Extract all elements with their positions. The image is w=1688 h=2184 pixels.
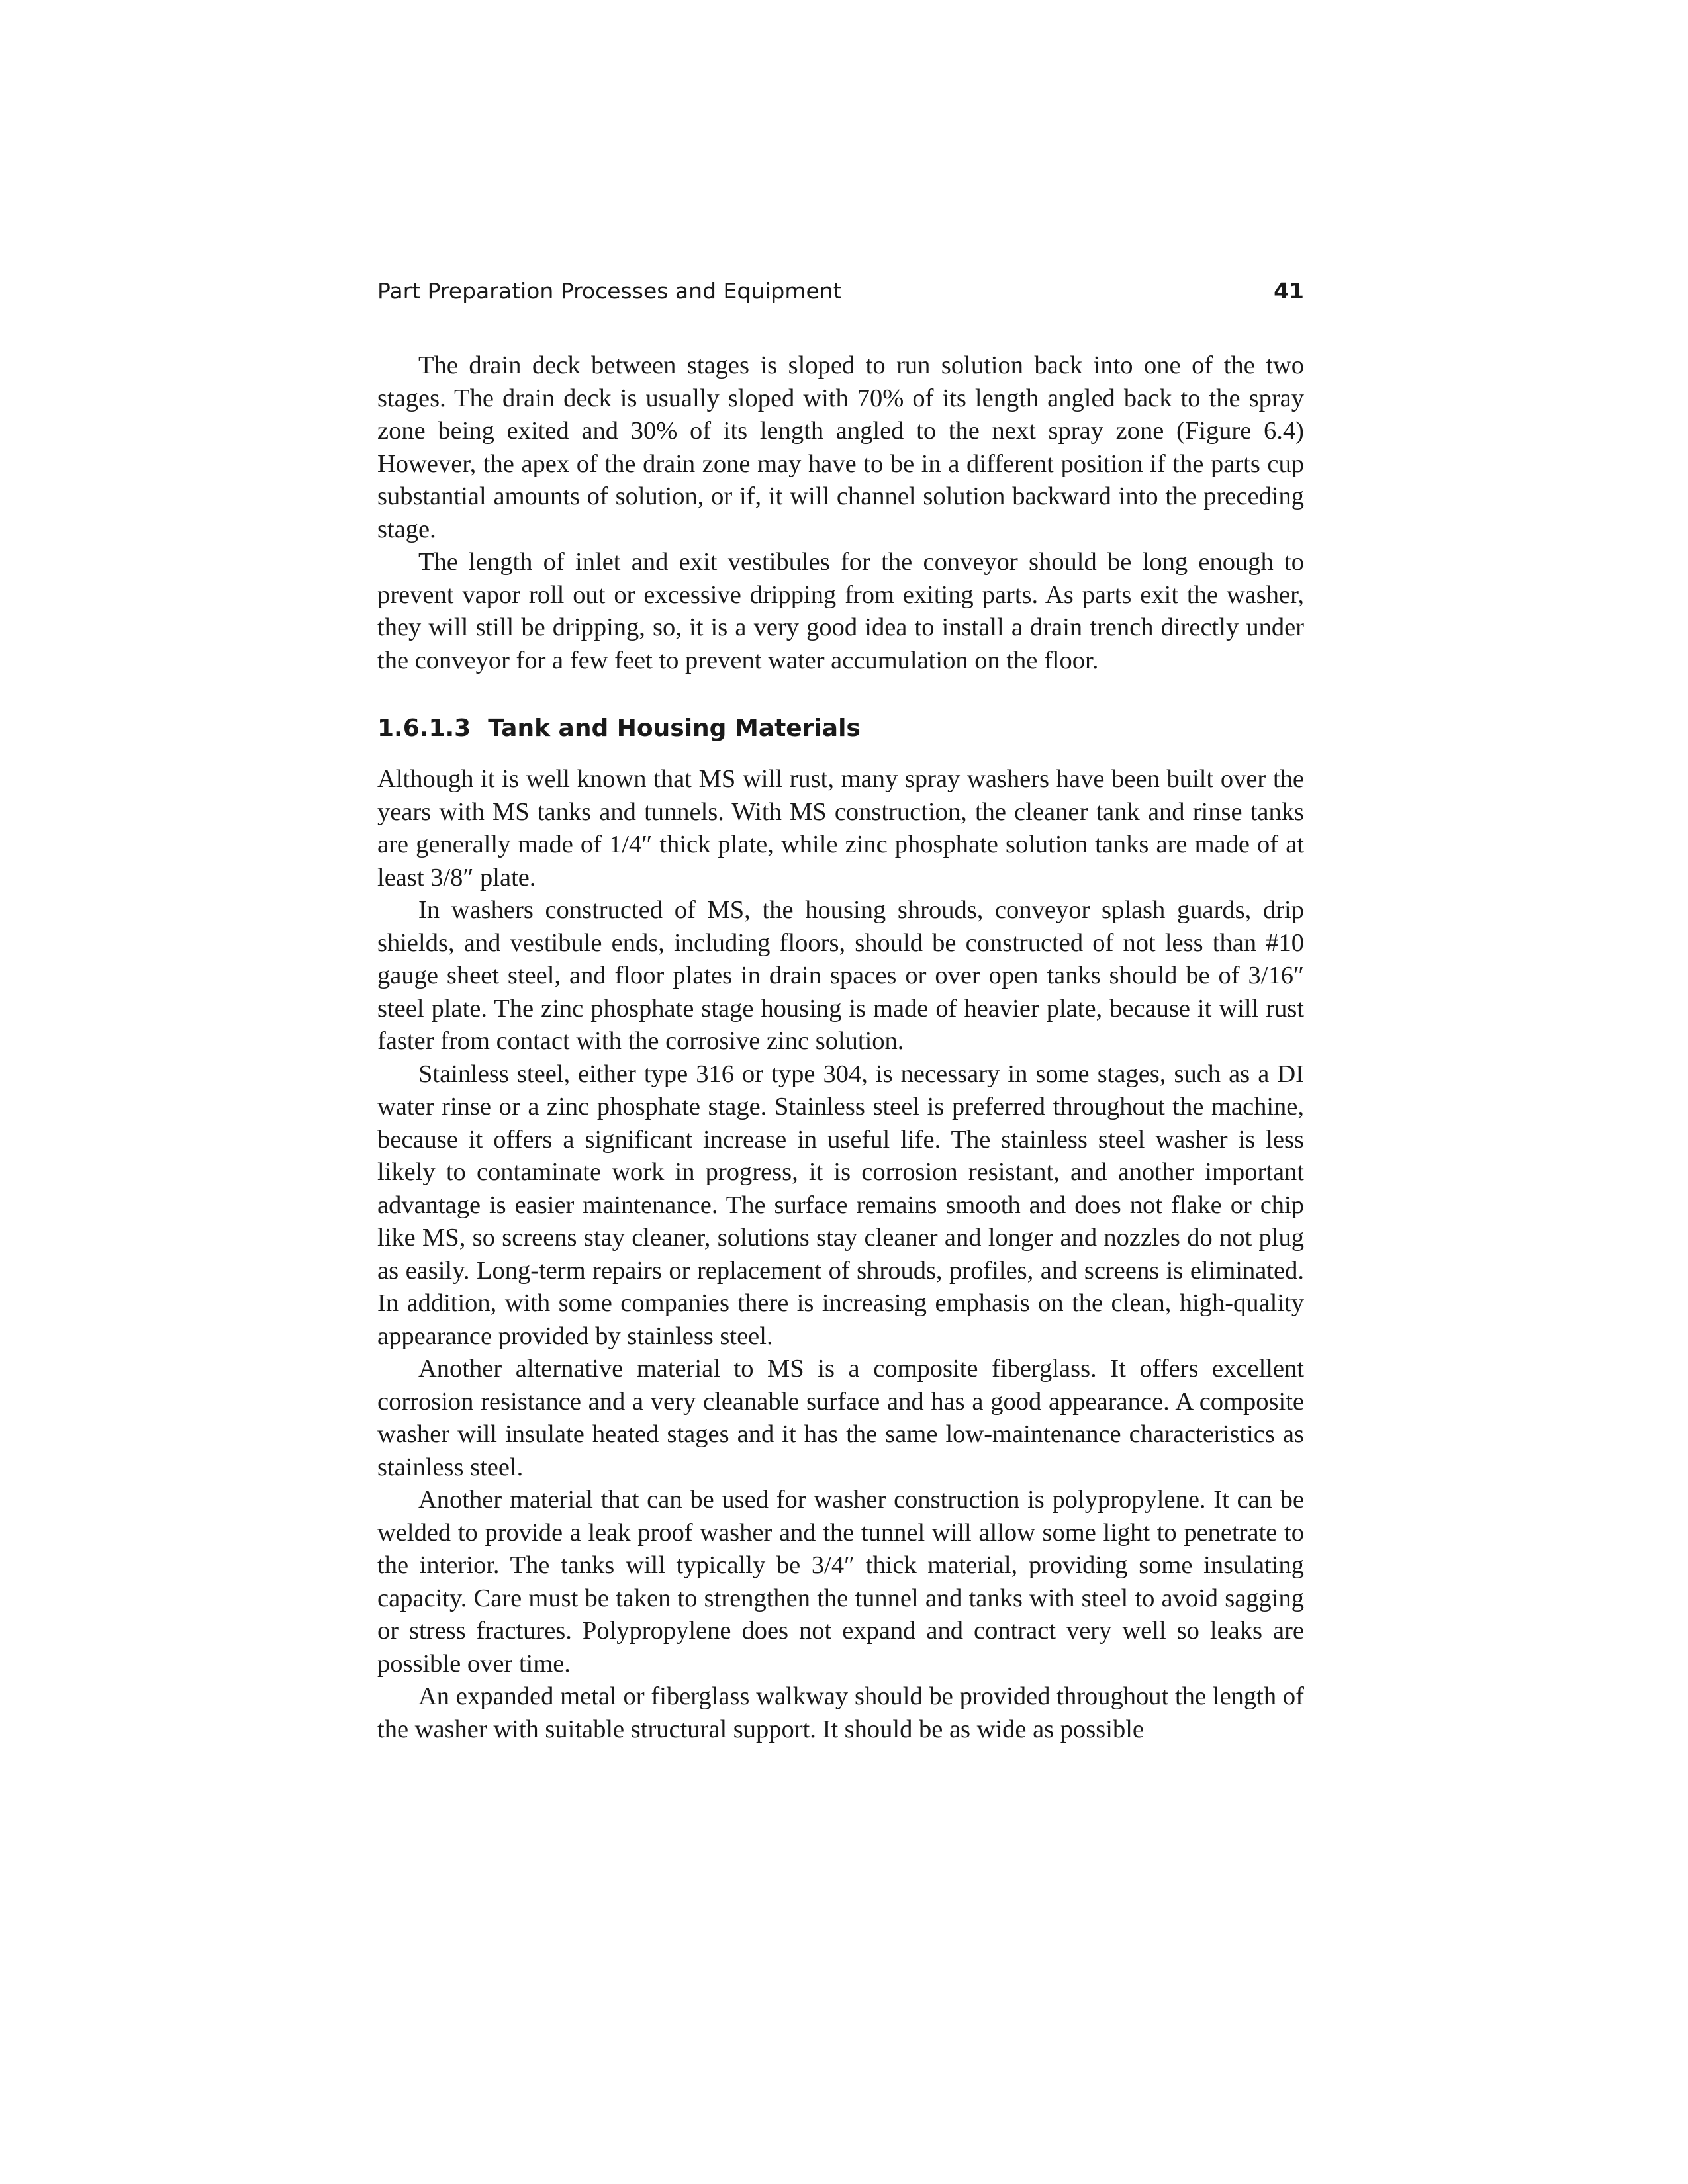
running-head <box>377 278 1304 311</box>
paragraph: The length of inlet and exit vestibules for the conveyor should be long enough to prevent vapor roll out or excessive dripping from exiting parts. As parts exit the washer, they will still be dripping, so, it is a very good idea to install a drain trench directly under the conveyor for a few feet to prevent water accumulation on the floor. <box>377 548 1304 674</box>
paragraph: The drain deck between stages is sloped to run solution back into one of the two stages. The drain deck is usually sloped with 70% of its length angled back to the spray zone being exited and 30% of its length angled to the next spray zone (Figure 6.4) However, the apex of the drain zone may have to be in a different position if the parts cup substantial amounts of solution, or if, it will channel solution backward into the preceding stage. <box>377 351 1304 543</box>
paragraph: In washers constructed of MS, the housing shrouds, conveyor splash guards, drip shields, and vestibule ends, including floors, should be constructed of not less than #10 gauge sheet steel, and floor plates in drain spaces or over open tanks should be of 3/16″ steel plate. The zinc phosphate stage housing is made of heavier plate, because it will rust faster from contact with the corrosive zinc solution. <box>377 896 1304 1055</box>
paragraph: Stainless steel, either type 316 or type 304, is necessary in some stages, such as a DI water rinse or a zinc phosphate stage. Stainless steel is preferred throughout the machine, because it offers a significant increase in useful life. The stainless steel washer is less likely to contaminate work in progress, it is corrosion resistant, and another important advantage is easier maintenance. The surface remains smooth and does not flake or chip like MS, so screens stay cleaner, solutions stay cleaner and longer and nozzles do not plug as easily. Long-term repairs or replacement of shrouds, profiles, and screens is eliminated. In addition, with some companies there is increasing emphasis on the clean, high-quality appearance provided by stainless steel. <box>377 1060 1304 1350</box>
paragraph: Another alternative material to MS is a composite fiberglass. It offers excellent corrosion resistance and a very cleanable surface and has a good appearance. A composite washer will insulate heated stages and it has the same low-maintenance characteristics as stainless steel. <box>377 1355 1304 1481</box>
paragraph: Another material that can be used for washer construction is polypropylene. It can be welded to provide a leak proof washer and the tunnel will allow some light to penetrate to the interior. The tanks will typically be 3/4″ thick material, providing some insulating capacity. Care must be taken to strengthen the tunnel and tanks with steel to avoid sagging or stress fractures. Polypropylene does not expand and contract very well so leaks are possible over time. <box>377 1486 1304 1678</box>
paragraph: Although it is well known that MS will rust, many spray washers have been built over the years with MS tanks and tunnels. With MS construction, the cleaner tank and rinse tanks are generally made of 1/4″ thick plate, while zinc phosphate solution tanks are made of at least 3/8″ plate. <box>377 765 1304 891</box>
running-head-title: Part Preparation Processes and Equipment <box>377 278 842 304</box>
section-number: 1.6.1.3 <box>377 715 471 742</box>
page-number: 41 <box>1274 278 1304 304</box>
section-heading <box>377 713 1304 745</box>
body-text <box>377 349 1304 1746</box>
section-title: Tank and Housing Materials <box>488 715 861 742</box>
paragraph: An expanded metal or fiberglass walkway should be provided throughout the length of the washer with suitable structural support. It should be as wide as possible <box>377 1682 1304 1743</box>
book-page <box>377 278 1304 1746</box>
